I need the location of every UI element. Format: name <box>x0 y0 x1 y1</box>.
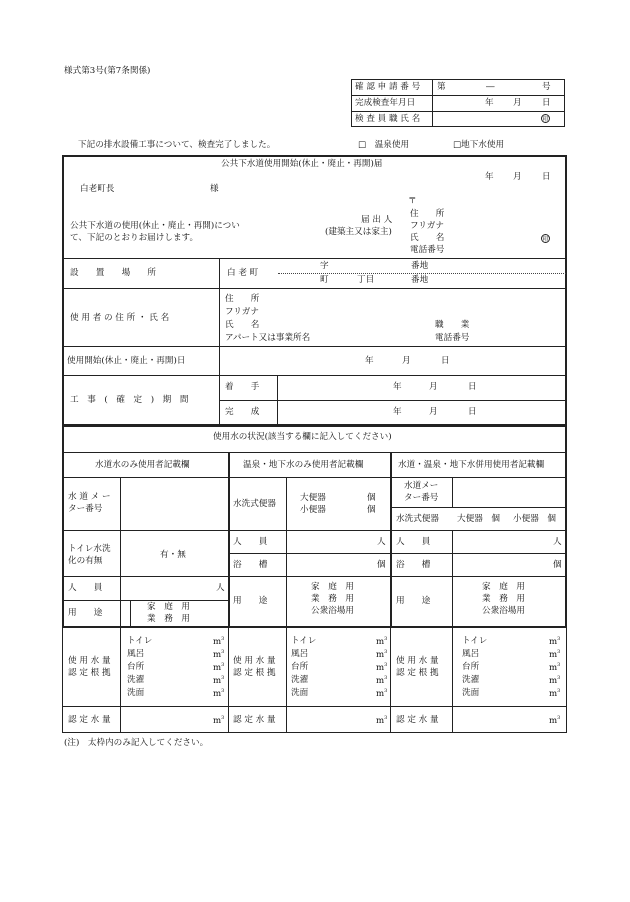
col3-basis-label-a: 使 用 水 量 <box>396 656 439 666</box>
footnote: (注) 太枠内のみ記入してください。 <box>64 738 209 748</box>
col2-purpose-label: 用 途 <box>233 596 268 606</box>
col2-purpose-home[interactable]: 家 庭 用 <box>311 582 354 592</box>
col3-approved-label: 認 定 水 量 <box>396 715 439 725</box>
unit-m3: $m^3$ <box>213 662 225 673</box>
unit-m3: $m^3$ <box>376 649 388 660</box>
unit-m3: $m^3$ <box>213 636 225 647</box>
col2-title: 温泉・地下水のみ使用者記載欄 <box>243 460 364 470</box>
unit-m3: $m^3$ <box>213 688 225 699</box>
col2-small-toilet-label: 小便器 <box>300 505 326 515</box>
construction-start-day: 日 <box>468 382 477 392</box>
inspection-date-month: 月 <box>513 98 522 108</box>
main-frame <box>62 155 567 426</box>
col3-big-toilet: 大便器 個 <box>457 514 500 524</box>
inspection-date-label: 完成検査年月日 <box>355 98 416 108</box>
col3-purpose-business[interactable]: 業 務 用 <box>482 594 525 604</box>
col2-basis-wash: 洗面 <box>291 688 309 698</box>
col3-meter-label-b: ター番号 <box>404 493 439 503</box>
construction-start-year: 年 <box>393 382 402 392</box>
col3-bath-label: 浴 槽 <box>396 560 431 570</box>
unit-m3: $m^3$ <box>213 649 225 660</box>
groundwater-checkbox[interactable]: □地下水使用 <box>453 140 505 150</box>
user-apartment-label: アパート又は事業所名 <box>225 333 311 343</box>
col3-meter-label-a: 水道メー <box>404 481 439 491</box>
col3-purpose-public-bath[interactable]: 公衆浴場用 <box>482 606 525 616</box>
col2-approved-unit: $m^3$ <box>376 715 388 726</box>
location-label: 設 置 場 所 <box>70 268 156 278</box>
applicant-seal-icon: 印 <box>542 236 549 243</box>
applicant-phone-label: 電話番号 <box>410 245 445 255</box>
col3-approved-unit: $m^3$ <box>549 715 561 726</box>
unit-m3: $m^3$ <box>549 636 561 647</box>
col3-basis-laundry: 洗濯 <box>462 675 480 685</box>
form-number: 様式第3号(第7条関係) <box>64 66 151 76</box>
applicant-label: 届 出 人 <box>361 215 393 225</box>
application-number-suffix: 号 <box>542 82 551 92</box>
col2-basis-kitchen: 台所 <box>291 662 309 672</box>
application-number-label: 確 認 申 請 番 号 <box>355 82 421 92</box>
location-banchi1: 番地 <box>411 261 429 271</box>
form-title: 公共下水道使用開始(休止・廃止・再開)届 <box>221 159 383 169</box>
col1-toilet-label-a: トイレ水洗 <box>68 544 111 554</box>
declaration-line1: 公共下水道の使用(休止・廃止・再開)につい <box>70 221 240 231</box>
col1-meter-label-a: 水 道 メ ー <box>68 492 111 502</box>
unit-m3: $m^3$ <box>549 662 561 673</box>
col3-basis-kitchen: 台所 <box>462 662 480 672</box>
intro-text: 下記の排水設備工事について、検査完了しました。 <box>78 140 276 150</box>
construction-end-day: 日 <box>468 407 477 417</box>
construction-label: 工 事 ( 確 定 ) 期 間 <box>70 395 189 405</box>
col2-basis-label-b: 認 定 根 拠 <box>233 668 276 678</box>
inspection-date-year: 年 <box>485 98 494 108</box>
construction-start-label: 着 手 <box>225 382 260 392</box>
col1-meter-label-b: ター番号 <box>68 504 103 514</box>
col2-basis-label-a: 使 用 水 量 <box>233 656 276 666</box>
location-banchi2: 番地 <box>411 275 429 285</box>
applicant-name-label: 氏 名 <box>410 233 445 243</box>
col2-flush-label: 水洗式便器 <box>233 499 276 509</box>
col1-approved-label: 認 定 水 量 <box>68 715 111 725</box>
submit-date-month: 月 <box>513 172 522 182</box>
col1-basis-label-b: 認 定 根 拠 <box>68 668 111 678</box>
col3-basis-wash: 洗面 <box>462 688 480 698</box>
applicant-note: (建築主又は家主) <box>325 227 392 237</box>
col1-approved-unit: $m^3$ <box>213 715 225 726</box>
col3-title: 水道・温泉・地下水併用使用者記載欄 <box>398 460 545 470</box>
col2-basis-laundry: 洗濯 <box>291 675 309 685</box>
col3-basis-label-b: 認 定 根 拠 <box>396 668 439 678</box>
hot-spring-checkbox[interactable]: □ 温泉使用 <box>358 140 410 150</box>
col2-big-toilet-label: 大便器 <box>300 493 326 503</box>
col2-purpose-public-bath[interactable]: 公衆浴場用 <box>311 606 354 616</box>
construction-start-month: 月 <box>429 382 438 392</box>
col1-people-label: 人 員 <box>68 583 103 593</box>
unit-m3: $m^3$ <box>376 636 388 647</box>
user-address-label: 住 所 <box>225 294 260 304</box>
col1-basis-kitchen: 台所 <box>127 662 145 672</box>
user-name-label: 氏 名 <box>225 320 260 330</box>
col1-purpose-label: 用 途 <box>68 608 103 618</box>
col2-purpose-business[interactable]: 業 務 用 <box>311 594 354 604</box>
unit-m3: $m^3$ <box>549 688 561 699</box>
col3-bath-unit: 個 <box>553 560 562 570</box>
col1-basis-wash: 洗面 <box>127 688 145 698</box>
col3-basis-bath: 風呂 <box>462 649 480 659</box>
col2-big-toilet-unit: 個 <box>367 493 376 503</box>
user-label: 使 用 者 の 住 所 ・ 氏 名 <box>70 313 170 323</box>
submit-date-year: 年 <box>485 172 494 182</box>
postal-mark: 〒 <box>408 196 417 206</box>
user-furigana-label: フリガナ <box>225 307 259 317</box>
col1-basis-bath: 風呂 <box>127 649 145 659</box>
user-job-label: 職 業 <box>435 320 470 330</box>
col1-basis-laundry: 洗濯 <box>127 675 145 685</box>
inspector-label: 検 査 員 職 氏 名 <box>355 114 421 124</box>
usage-title: 使用水の状況(該当する欄に記入してください) <box>213 432 392 442</box>
col2-bath-label: 浴 槽 <box>233 560 268 570</box>
location-chome: 丁目 <box>357 275 375 285</box>
applicant-address-label: 住 所 <box>410 209 445 219</box>
col1-purpose-business[interactable]: 業 務 用 <box>147 614 190 624</box>
start-date-year: 年 <box>365 356 374 366</box>
applicant-furigana-label: フリガナ <box>410 221 444 231</box>
col3-purpose-label: 用 途 <box>396 596 431 606</box>
unit-m3: $m^3$ <box>376 675 388 686</box>
col2-basis-bath: 風呂 <box>291 649 309 659</box>
construction-end-month: 月 <box>429 407 438 417</box>
construction-end-label: 完 成 <box>225 407 260 417</box>
col2-small-toilet-unit: 個 <box>367 505 376 515</box>
col1-basis-toilet: トイレ <box>127 636 153 646</box>
declaration-line2: て、下記のとおりお届けします。 <box>70 233 199 243</box>
col2-people-unit: 人 <box>377 537 386 547</box>
col3-purpose-home[interactable]: 家 庭 用 <box>482 582 525 592</box>
submit-date-day: 日 <box>542 172 551 182</box>
col1-toilet-value[interactable]: 有・無 <box>160 550 186 560</box>
col1-title: 水道水のみ使用者記載欄 <box>95 460 190 470</box>
col1-purpose-home[interactable]: 家 庭 用 <box>147 602 190 612</box>
addressee-honorific: 様 <box>210 184 219 194</box>
col3-people-unit: 人 <box>553 537 562 547</box>
col3-small-toilet: 小便器 個 <box>513 514 556 524</box>
col3-flush-label: 水洗式便器 <box>396 514 439 524</box>
unit-m3: $m^3$ <box>376 688 388 699</box>
location-town: 白 老 町 <box>227 268 259 278</box>
col1-basis-label-a: 使 用 水 量 <box>68 656 111 666</box>
addressee: 白老町長 <box>80 184 115 194</box>
col1-toilet-label-b: 化の有無 <box>68 556 103 566</box>
unit-m3: $m^3$ <box>549 649 561 660</box>
inspector-seal-icon: 印 <box>542 116 549 123</box>
start-date-day: 日 <box>441 356 450 366</box>
start-date-label: 使用開始(休止・廃止・再開)日 <box>67 356 186 366</box>
inspection-date-day: 日 <box>542 98 551 108</box>
col2-bath-unit: 個 <box>377 560 386 570</box>
user-phone-label: 電話番号 <box>435 333 470 343</box>
col2-approved-label: 認 定 水 量 <box>233 715 276 725</box>
location-aza: 字 <box>320 261 329 271</box>
start-date-month: 月 <box>402 356 411 366</box>
col3-basis-toilet: トイレ <box>462 636 488 646</box>
unit-m3: $m^3$ <box>213 675 225 686</box>
col2-basis-toilet: トイレ <box>291 636 317 646</box>
col2-people-label: 人 員 <box>233 537 268 547</box>
col1-people-unit: 人 <box>216 583 225 593</box>
application-number-prefix: 第 <box>437 82 446 92</box>
application-number-dash: ― <box>486 82 495 92</box>
unit-m3: $m^3$ <box>376 662 388 673</box>
unit-m3: $m^3$ <box>549 675 561 686</box>
construction-end-year: 年 <box>393 407 402 417</box>
location-cho: 町 <box>320 275 329 285</box>
col3-people-label: 人 員 <box>396 537 431 547</box>
